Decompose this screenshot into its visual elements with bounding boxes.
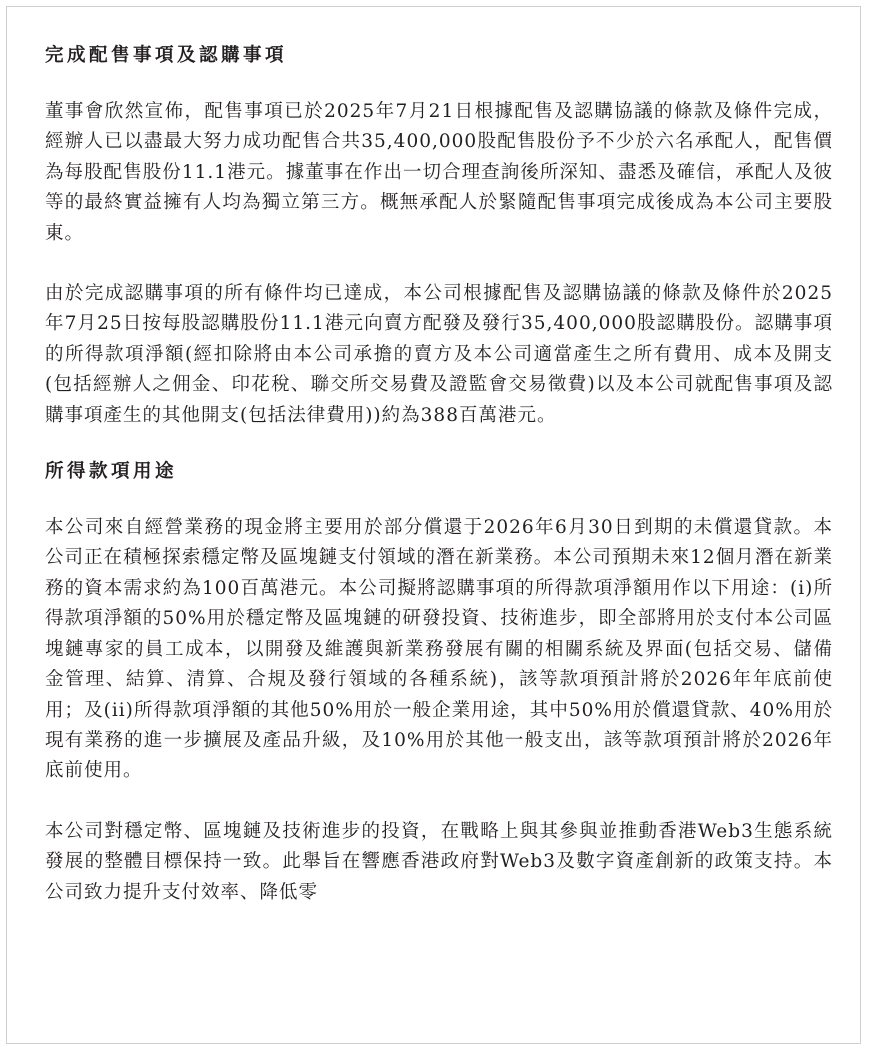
section-heading-completion: 完成配售事項及認購事項 — [45, 45, 288, 66]
section-heading-use-of-proceeds: 所得款項用途 — [45, 461, 178, 483]
paragraph-completion-placing: 董事會欣然宣佈，配售事項已於2025年7月21日根據配售及認購協議的條款及條件完成，經辦人已以盡最大努力成功配售合共35,400,000股配售股份予不少於六名承配人，配售價為每股配售股份11.1港元。據董事在作出一切合理查詢後所深知、盡悉及確信，承配人及彼等的最終實益擁有人均為獨立第三方。概無承配人於緊隨配售事項完成後成為本公司主要股東。 — [45, 101, 833, 244]
document-page — [6, 6, 861, 1044]
document-body — [45, 41, 833, 908]
paragraph-completion-subscription: 由於完成認購事項的所有條件均已達成，本公司根據配售及認購協議的條款及條件於2025年7月25日按每股認購股份11.1港元向賣方配發及發行35,400,000股認購股份。認購事項的所得款項淨額(經扣除將由本公司承擔的賣方及本公司適當產生之所有費用、成本及開支(包括經辦人之佣金、印花稅、聯交所交易費及證監會交易徵費)以及本公司就配售事項及認購事項產生的其他開支(包括法律費用))約為388百萬港元。 — [45, 283, 833, 426]
paragraph-use-of-proceeds: 本公司來自經營業務的現金將主要用於部分償還于2026年6月30日到期的未償還貸款。本公司正在積極探索穩定幣及區塊鏈支付領域的潛在新業務。本公司預期未來12個月潛在新業務的資本需求約為100百萬港元。本公司擬將認購事項的所得款項淨額用作以下用途：(i)所得款項淨額的50%用於穩定幣及區塊鏈的研發投資、技術進步，即全部將用於支付本公司區塊鏈專家的員工成本，以開發及維護與新業務發展有關的相關系統及界面(包括交易、儲備金管理、結算、清算、合規及發行領域的各種系統)，該等款項預計將於2026年年底前使用；及(ii)所得款項淨額的其他50%用於一般企業用途，其中50%用於償還貸款、40%用於現有業務的進一步擴展及產品升級，及10%用於其他一般支出，該等款項預計將於2026年底前使用。 — [45, 517, 833, 782]
paragraph-strategy: 本公司對穩定幣、區塊鏈及技術進步的投資，在戰略上與其參與並推動香港Web3生態系統發展的整體目標保持一致。此舉旨在響應香港政府對Web3及數字資產創新的政策支持。本公司致力提升支付效率、降低零 — [45, 820, 833, 903]
